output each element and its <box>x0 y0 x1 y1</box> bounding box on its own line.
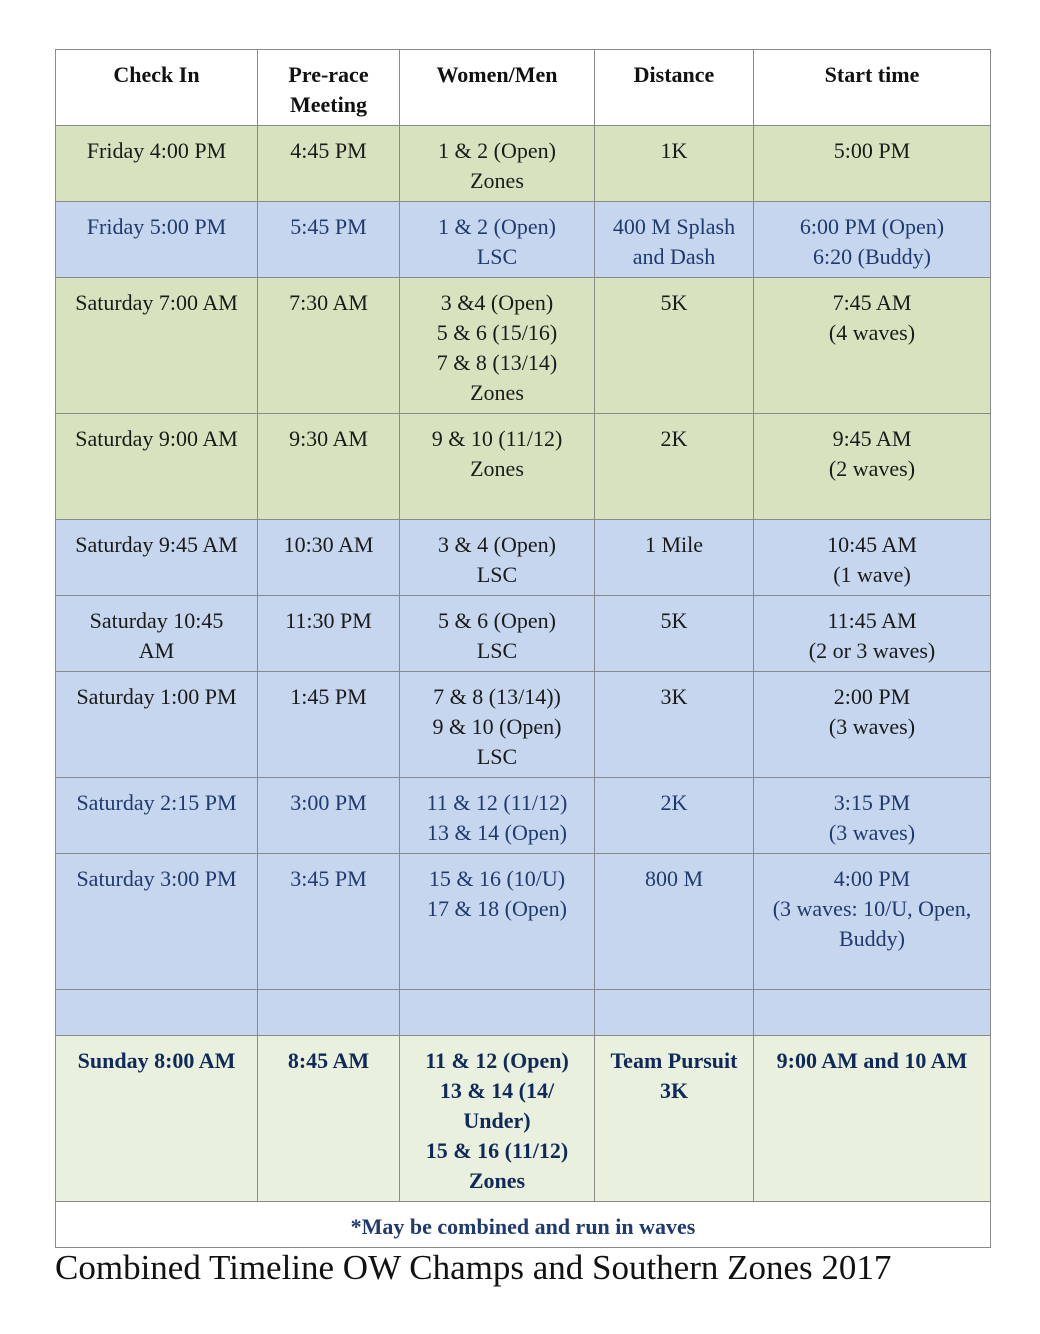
cell-distance: 2K <box>595 414 754 520</box>
header-pre-race-meeting: Pre-race Meeting <box>258 50 400 126</box>
cell-women-men: 3 &4 (Open) 5 & 6 (15/16) 7 & 8 (13/14) Zones <box>400 278 595 414</box>
cell-start-time: 9:00 AM and 10 AM <box>754 1036 991 1202</box>
table-row <box>56 854 991 990</box>
table-row <box>56 414 991 520</box>
cell-women-men: 11 & 12 (Open) 13 & 14 (14/ Under) 15 & 16 (11/12) Zones <box>400 1036 595 1202</box>
cell-start-time: 4:00 PM (3 waves: 10/U, Open, Buddy) <box>754 854 991 990</box>
cell-women-men: 9 & 10 (11/12) Zones <box>400 414 595 520</box>
cell-pre-race-meeting: 10:30 AM <box>258 520 400 596</box>
note-row <box>56 1202 991 1248</box>
cell-distance: 3K <box>595 672 754 778</box>
cell-distance: 5K <box>595 278 754 414</box>
caption: Combined Timeline OW Champs and Southern Zones 2017 <box>55 1248 892 1287</box>
table-row <box>56 520 991 596</box>
cell-distance: Team Pursuit 3K <box>595 1036 754 1202</box>
cell-check-in: Friday 5:00 PM <box>56 202 258 278</box>
cell-pre-race-meeting: 8:45 AM <box>258 1036 400 1202</box>
cell-pre-race-meeting: 4:45 PM <box>258 126 400 202</box>
table-row <box>56 1036 991 1202</box>
table-row <box>56 278 991 414</box>
cell-distance: 2K <box>595 778 754 854</box>
cell-check-in: Saturday 1:00 PM <box>56 672 258 778</box>
cell-women-men: 11 & 12 (11/12) 13 & 14 (Open) <box>400 778 595 854</box>
header-distance: Distance <box>595 50 754 126</box>
cell-women-men <box>400 990 595 1036</box>
cell-check-in: Sunday 8:00 AM <box>56 1036 258 1202</box>
table-row <box>56 126 991 202</box>
cell-check-in: Saturday 9:00 AM <box>56 414 258 520</box>
cell-pre-race-meeting: 9:30 AM <box>258 414 400 520</box>
cell-distance: 800 M <box>595 854 754 990</box>
header-women-men: Women/Men <box>400 50 595 126</box>
schedule-table <box>55 49 991 1248</box>
cell-check-in: Saturday 10:45 AM <box>56 596 258 672</box>
cell-check-in: Saturday 9:45 AM <box>56 520 258 596</box>
cell-pre-race-meeting: 3:00 PM <box>258 778 400 854</box>
cell-pre-race-meeting: 3:45 PM <box>258 854 400 990</box>
cell-start-time: 9:45 AM (2 waves) <box>754 414 991 520</box>
header-check-in: Check In <box>56 50 258 126</box>
cell-distance: 1 Mile <box>595 520 754 596</box>
cell-women-men: 3 & 4 (Open) LSC <box>400 520 595 596</box>
cell-start-time: 11:45 AM (2 or 3 waves) <box>754 596 991 672</box>
cell-women-men: 5 & 6 (Open) LSC <box>400 596 595 672</box>
cell-start-time: 7:45 AM (4 waves) <box>754 278 991 414</box>
cell-check-in <box>56 990 258 1036</box>
table-row <box>56 672 991 778</box>
cell-women-men: 1 & 2 (Open) Zones <box>400 126 595 202</box>
cell-distance <box>595 990 754 1036</box>
cell-distance: 400 M Splash and Dash <box>595 202 754 278</box>
note-text: *May be combined and run in waves <box>56 1202 991 1248</box>
cell-pre-race-meeting: 1:45 PM <box>258 672 400 778</box>
cell-distance: 1K <box>595 126 754 202</box>
cell-start-time: 5:00 PM <box>754 126 991 202</box>
cell-pre-race-meeting: 5:45 PM <box>258 202 400 278</box>
cell-women-men: 7 & 8 (13/14)) 9 & 10 (Open) LSC <box>400 672 595 778</box>
cell-pre-race-meeting: 11:30 PM <box>258 596 400 672</box>
header-row <box>56 50 991 126</box>
cell-start-time: 3:15 PM (3 waves) <box>754 778 991 854</box>
cell-check-in: Saturday 2:15 PM <box>56 778 258 854</box>
header-start-time: Start time <box>754 50 991 126</box>
cell-start-time <box>754 990 991 1036</box>
cell-check-in: Friday 4:00 PM <box>56 126 258 202</box>
cell-start-time: 6:00 PM (Open) 6:20 (Buddy) <box>754 202 991 278</box>
cell-women-men: 1 & 2 (Open) LSC <box>400 202 595 278</box>
table-row <box>56 990 991 1036</box>
cell-start-time: 2:00 PM (3 waves) <box>754 672 991 778</box>
table-row <box>56 202 991 278</box>
cell-distance: 5K <box>595 596 754 672</box>
cell-pre-race-meeting: 7:30 AM <box>258 278 400 414</box>
cell-start-time: 10:45 AM (1 wave) <box>754 520 991 596</box>
cell-check-in: Saturday 3:00 PM <box>56 854 258 990</box>
table-row <box>56 778 991 854</box>
cell-women-men: 15 & 16 (10/U) 17 & 18 (Open) <box>400 854 595 990</box>
cell-check-in: Saturday 7:00 AM <box>56 278 258 414</box>
cell-pre-race-meeting <box>258 990 400 1036</box>
table-row <box>56 596 991 672</box>
